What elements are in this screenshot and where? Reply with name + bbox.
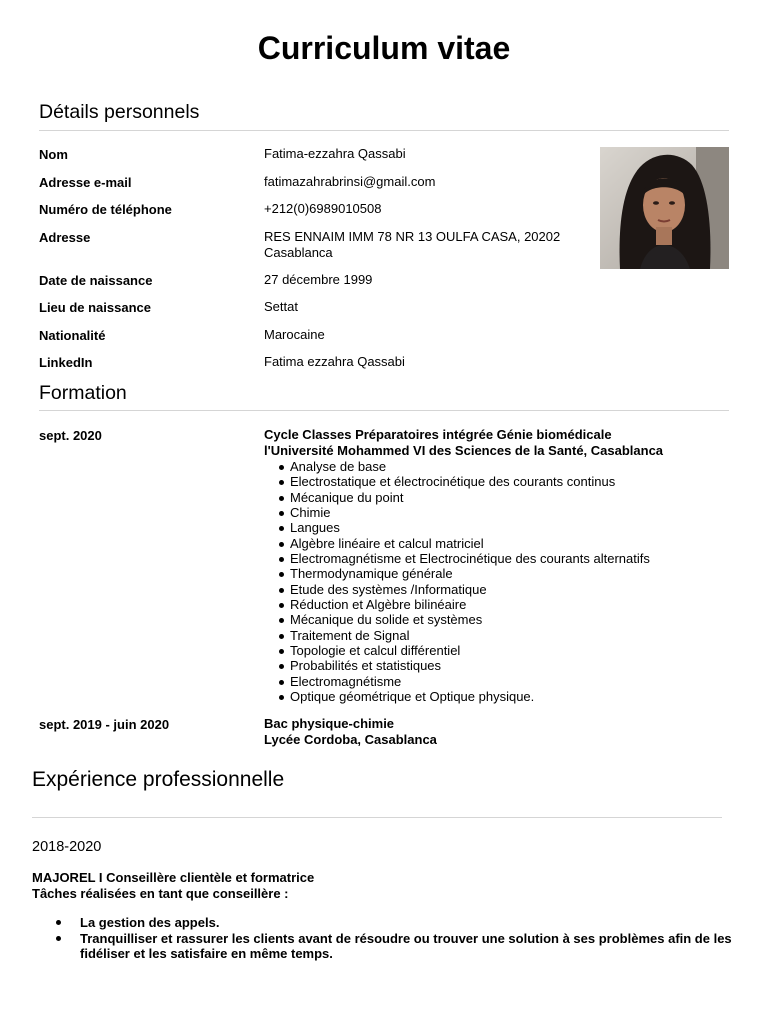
task-item: La gestion des appels. — [32, 915, 732, 931]
education-school: Lycée Cordoba, Casablanca — [264, 732, 437, 747]
birthplace-value: Settat — [264, 299, 298, 314]
divider — [39, 130, 729, 131]
divider — [32, 817, 722, 818]
education-school: l'Université Mohammed VI des Sciences de la Santé, Casablanca — [264, 443, 664, 458]
profile-photo-image — [600, 147, 729, 269]
course-item: Electromagnétisme et Electrocinétique des courants alternatifs — [264, 551, 650, 566]
name-label: Nom — [39, 147, 68, 162]
course-item: Langues — [264, 520, 650, 535]
course-item: Algèbre linéaire et calcul matriciel — [264, 536, 650, 551]
name-value: Fatima-ezzahra Qassabi — [264, 146, 406, 161]
email-label: Adresse e-mail — [39, 175, 132, 190]
birthdate-label: Date de naissance — [39, 273, 153, 288]
address-line2: Casablanca — [264, 245, 333, 260]
course-item: Topologie et calcul différentiel — [264, 643, 650, 658]
profile-photo — [600, 147, 729, 269]
course-item: Analyse de base — [264, 459, 650, 474]
education-heading: Formation — [39, 382, 127, 404]
experience-intro: Tâches réalisées en tant que conseillère : — [32, 886, 289, 901]
course-item: Traitement de Signal — [264, 628, 650, 643]
address-label: Adresse — [39, 230, 91, 245]
task-list — [32, 915, 732, 962]
experience-year: 2018-2020 — [32, 839, 102, 855]
education-title: Bac physique-chimie — [264, 716, 395, 731]
experience-role: MAJOREL I Conseillère clientèle et formatrice — [32, 870, 315, 885]
divider — [39, 410, 729, 411]
education-date: sept. 2020 — [39, 428, 102, 443]
linkedin-label: LinkedIn — [39, 355, 93, 370]
course-item: Chimie — [264, 505, 650, 520]
course-list — [264, 459, 650, 705]
birthplace-label: Lieu de naissance — [39, 300, 151, 315]
phone-label: Numéro de téléphone — [39, 202, 172, 217]
course-item: Etude des systèmes /Informatique — [264, 582, 650, 597]
education-title: Cycle Classes Préparatoires intégrée Génie biomédicale — [264, 427, 612, 442]
task-item: Tranquilliser et rassurer les clients avant de résoudre ou trouver une solution à ses problèmes afin de les fidéliser et les satisfaire en même temps. — [32, 931, 732, 962]
phone-value: +212(0)6989010508 — [264, 201, 382, 216]
course-item: Electrostatique et électrocinétique des courants continus — [264, 474, 650, 489]
education-date: sept. 2019 - juin 2020 — [39, 717, 170, 732]
address-line1: RES ENNAIM IMM 78 NR 13 OULFA CASA, 20202 — [264, 229, 561, 244]
course-item: Thermodynamique générale — [264, 566, 650, 581]
experience-heading: Expérience professionnelle — [32, 768, 285, 791]
course-item: Mécanique du point — [264, 490, 650, 505]
course-item: Electromagnétisme — [264, 674, 650, 689]
email-value: fatimazahrabrinsi@gmail.com — [264, 174, 436, 189]
linkedin-value: Fatima ezzahra Qassabi — [264, 354, 405, 369]
nationality-label: Nationalité — [39, 328, 106, 343]
nationality-value: Marocaine — [264, 327, 325, 342]
course-item: Probabilités et statistiques — [264, 658, 650, 673]
course-item: Réduction et Algèbre bilinéaire — [264, 597, 650, 612]
page-title: Curriculum vitae — [257, 30, 511, 66]
birthdate-value: 27 décembre 1999 — [264, 272, 373, 287]
course-item: Optique géométrique et Optique physique. — [264, 689, 650, 704]
course-item: Mécanique du solide et systèmes — [264, 612, 650, 627]
personal-details-heading: Détails personnels — [39, 101, 200, 123]
